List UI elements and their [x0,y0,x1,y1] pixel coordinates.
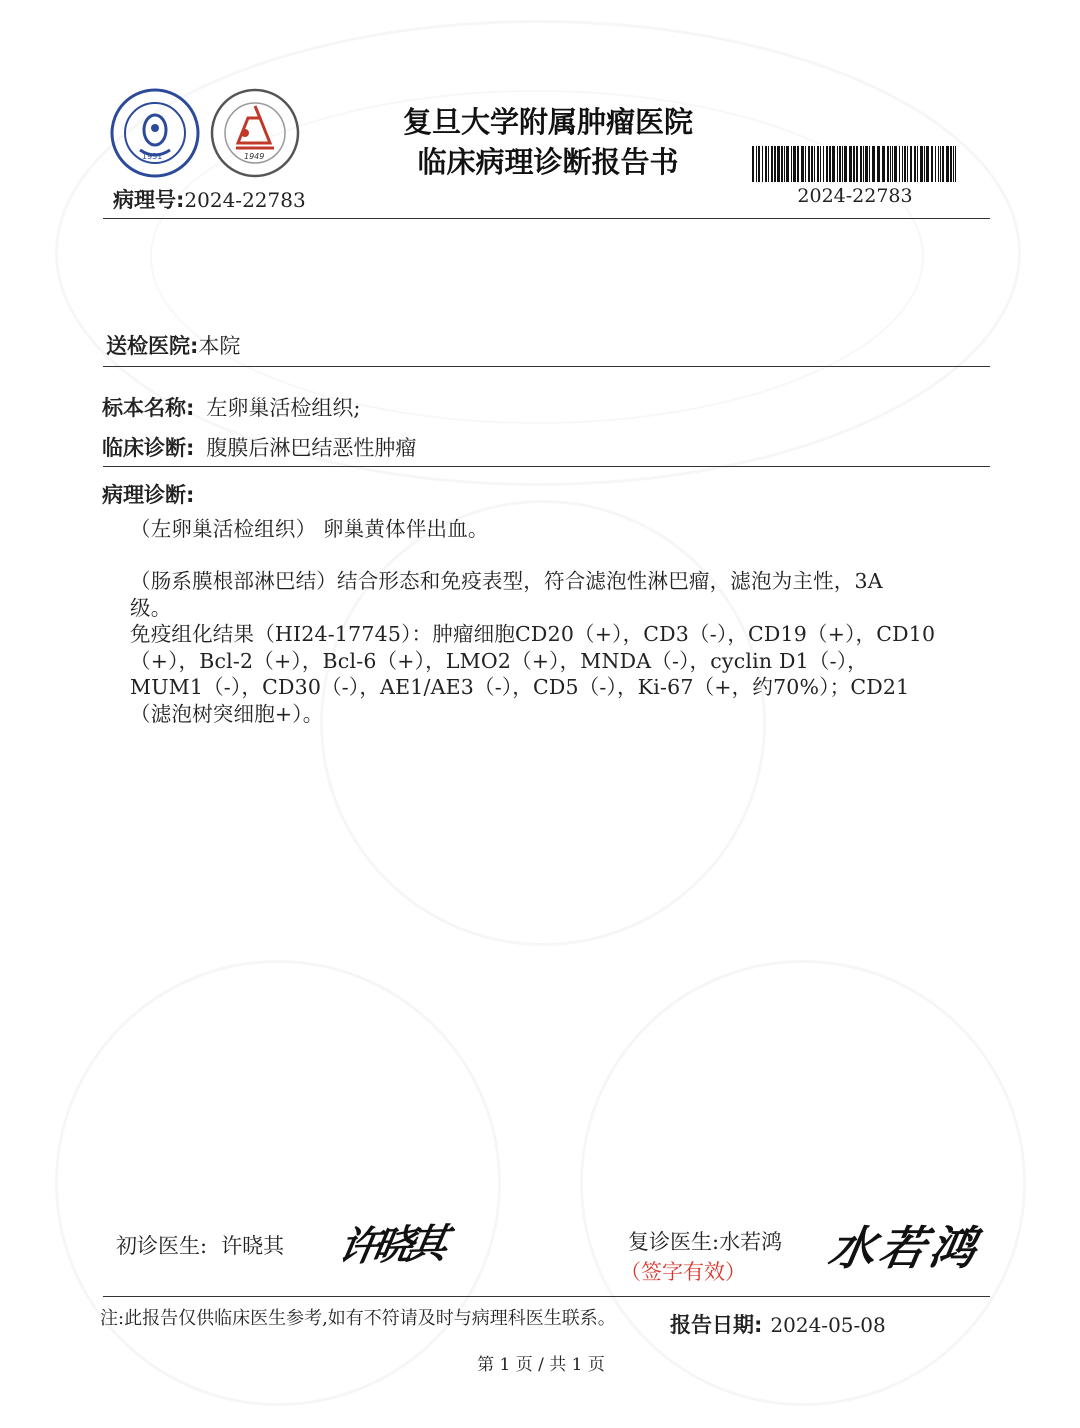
barcode-bar [791,146,792,182]
pathology-number-label: 病理号: [113,188,185,212]
barcode [752,146,958,182]
report-title: 临床病理诊断报告书 [417,145,679,179]
barcode-bar [926,146,929,182]
watermark-seal-bottom-right [580,960,1026,1406]
barcode-bar [817,146,819,182]
hospital-name: 复旦大学附属肿瘤医院 [402,105,693,139]
barcode-bar [863,146,864,182]
hospital-logo-year: 1931 [142,152,163,161]
barcode-bar [877,146,880,182]
pathology-logo-year: 1949 [244,152,265,161]
barcode-bar [955,146,956,182]
report-date [670,1309,886,1339]
barcode-bar [931,146,933,182]
barcode-bar [777,146,780,182]
review-doctor-label: 复诊医生: [628,1230,720,1254]
report-date-label: 报告日期: [670,1313,763,1337]
ihc-line-1: 免疫组化结果（HI24-17745）：肿瘤细胞CD20（+），CD3（-），CD19（+），CD10 [130,622,936,646]
specimen-name-value: 左卵巢活检组织; [206,396,361,420]
barcode-bar [938,146,939,182]
barcode-bar [902,146,903,182]
barcode-bar [844,146,847,182]
header-divider [103,218,990,219]
barcode-bar [940,146,941,182]
clinical-diagnosis-value: 腹膜后淋巴结恶性肿瘤 [206,436,417,460]
review-doctor [628,1226,782,1256]
barcode-bar [752,146,754,182]
barcode-bar [839,146,841,182]
diagnosis-paragraph-2 [130,568,980,727]
diagnosis-para2-line2: 级。 [130,595,172,620]
diagnosis-line-1: （左卵巢活检组织） 卵巢黄体伴出血。 [130,517,489,541]
submitting-hospital [106,330,240,360]
barcode-text: 2024-22783 [797,185,913,207]
barcode-bar [920,146,923,182]
signature-valid-note: （签字有效） [620,1260,746,1284]
barcode-bar [907,146,908,182]
barcode-bar [890,146,891,182]
initial-doctor [116,1230,284,1260]
barcode-bar [942,146,944,182]
barcode-bar [869,146,870,182]
ihc-line-3: MUM1（-），CD30（-），AE1/AE3（-），CD5（-），Ki-67（+，约70%）；CD21 [130,675,910,699]
initial-doctor-name: 许晓其 [221,1234,285,1258]
pathology-diagnosis-label: 病理诊断: [102,483,195,507]
barcode-bar [758,146,760,182]
barcode-bar [853,146,855,182]
barcode-bar [797,146,799,182]
diagnosis-para2-line1: （肠系膜根部淋巴结）结合形态和免疫表型，符合滤泡性淋巴瘤，滤泡为主性，3A [130,569,883,593]
barcode-bar [793,146,796,182]
report-date-value: 2024-05-08 [770,1313,886,1337]
barcode-bar [887,146,889,182]
ihc-line-4: （滤泡树突细胞+）。 [130,701,324,726]
disclaimer-note: 注:此报告仅供临床医生参考,如有不符请及时与病理科医生联系。 [100,1308,616,1329]
barcode-bar [756,146,757,182]
barcode-bar [842,146,843,182]
barcode-bar [805,146,806,182]
barcode-bar [801,146,804,182]
barcode-bar [899,146,900,182]
pathology-number [113,184,306,214]
clinical-diagnosis [102,432,416,462]
barcode-bar [829,146,831,182]
initial-doctor-label: 初诊医生: [116,1234,208,1258]
pathology-number-value: 2024-22783 [184,188,306,212]
barcode-bar [935,146,936,182]
barcode-bar [771,146,773,182]
barcode-bar [774,146,776,182]
submitting-hospital-value: 本院 [198,334,241,358]
barcode-bar [820,146,821,182]
barcode-bar [882,146,885,182]
barcode-bar [946,146,949,182]
barcode-bar [837,146,838,182]
barcode-bar [872,146,875,182]
barcode-bar [784,146,785,182]
barcode-bar [917,146,918,182]
barcode-bar [894,146,897,182]
barcode-bar [832,146,835,182]
barcode-bar [849,146,852,182]
barcode-bar [765,146,767,182]
barcode-bar [953,146,954,182]
watermark-seal-bottom-left [55,960,501,1406]
barcode-bar [904,146,906,182]
review-doctor-name: 水若鸿 [719,1230,783,1254]
divider-2 [103,466,990,467]
barcode-icon [752,146,958,182]
barcode-bar [814,146,815,182]
barcode-bar [910,146,912,182]
barcode-bar [826,146,828,182]
footer-divider [103,1296,990,1297]
divider-1 [103,366,990,367]
barcode-bar [924,146,925,182]
barcode-bar [762,146,763,182]
ihc-line-2: （+），Bcl-2（+），Bcl-6（+），LMO2（+），MNDA（-），cyclin D1（-）， [130,648,868,673]
barcode-bar [892,146,893,182]
clinical-diagnosis-label: 临床诊断: [102,436,195,460]
review-doctor-signature: 水若鸿 [824,1221,985,1275]
barcode-bar [811,146,813,182]
barcode-bar [781,146,783,182]
specimen-name-label: 标本名称: [102,396,195,420]
submitting-hospital-label: 送检医院: [106,334,199,358]
barcode-bar [914,146,916,182]
barcode-bar [768,146,769,182]
barcode-bar [950,146,952,182]
barcode-bar [786,146,789,182]
specimen-name [102,392,360,422]
barcode-bar [865,146,868,182]
barcode-bar [808,146,810,182]
page-indicator: 第 1 页 / 共 1 页 [477,1355,605,1375]
barcode-bar [856,146,858,182]
barcode-bar [823,146,824,182]
barcode-bar [860,146,862,182]
initial-doctor-signature: 许晓其 [334,1221,446,1271]
